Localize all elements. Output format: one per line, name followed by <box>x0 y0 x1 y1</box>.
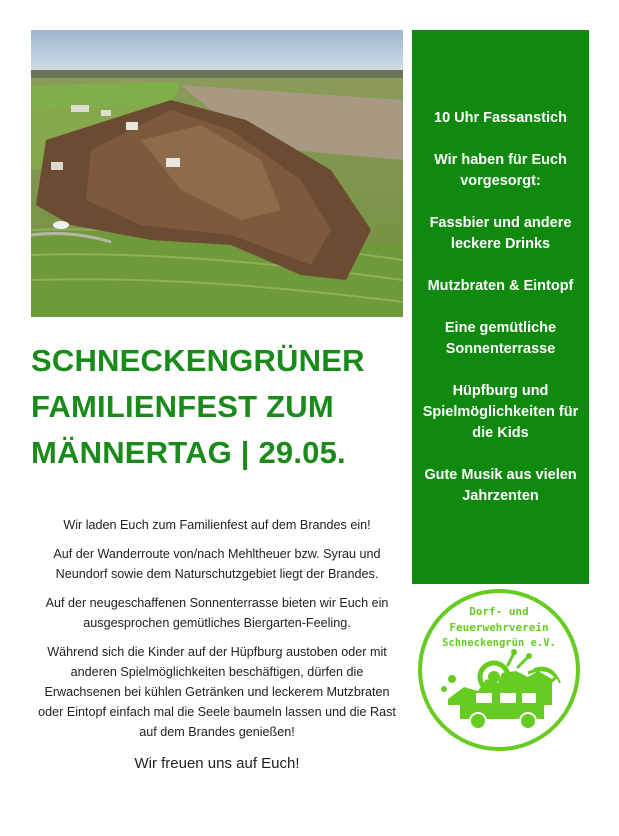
page-title <box>31 338 403 476</box>
body-paragraph: Wir laden Euch zum Familienfest auf dem Brandes ein! <box>63 518 371 532</box>
title-line: FAMILIENFEST ZUM <box>31 389 334 424</box>
logo-text-line1: Dorf- und <box>469 605 529 618</box>
sidebar-item-vorgesorgt: Wir haben für Euch vorgesorgt: <box>434 152 567 189</box>
aerial-photo <box>31 30 403 317</box>
closing-line: Wir freuen uns auf Euch! <box>134 755 300 772</box>
logo-text-line2: Feuerwehrverein <box>449 621 549 634</box>
sidebar-item-musik: Gute Musik aus vielen Jahrzenten <box>424 467 577 504</box>
sidebar-item-terrasse: Eine gemütliche Sonnenterrasse <box>444 320 557 357</box>
sidebar-item-fassanstich: 10 Uhr Fassanstich <box>434 110 567 126</box>
body-paragraph: Auf der Wanderroute von/nach Mehltheuer bzw. Syrau und Neundorf sowie dem Naturschutzgebiet liegt der Brandes. <box>53 547 381 581</box>
sidebar-item-kids: Hüpfburg und Spielmöglichkeiten für die Kids <box>422 383 579 441</box>
title-line: MÄNNERTAG | 29.05. <box>31 435 346 470</box>
body-paragraph: Während sich die Kinder auf der Hüpfburg austoben oder mit anderen Spielmöglichkeiten beschäftigen, dürfen die Erwachsenen bei kühlen Getränken und leckerem Mutzbraten oder Eintopf einfach mal die Seele baumeln lassen und die Rast auf dem Brandes genießen! <box>38 645 396 739</box>
body-paragraph: Auf der neugeschaffenen Sonnenterrasse bieten wir Euch ein ausgesprochen gemütliches Biergarten-Feeling. <box>45 596 389 630</box>
title-line: SCHNECKENGRÜNER <box>31 343 365 378</box>
highlights-sidebar <box>412 30 589 584</box>
invitation-text <box>31 515 403 783</box>
logo-text-line3: Schneckengrün e.V. <box>442 637 556 649</box>
sidebar-item-drinks: Fassbier und andere leckere Drinks <box>429 215 572 252</box>
club-logo <box>416 587 582 753</box>
sidebar-item-food: Mutzbraten & Eintopf <box>427 278 574 294</box>
